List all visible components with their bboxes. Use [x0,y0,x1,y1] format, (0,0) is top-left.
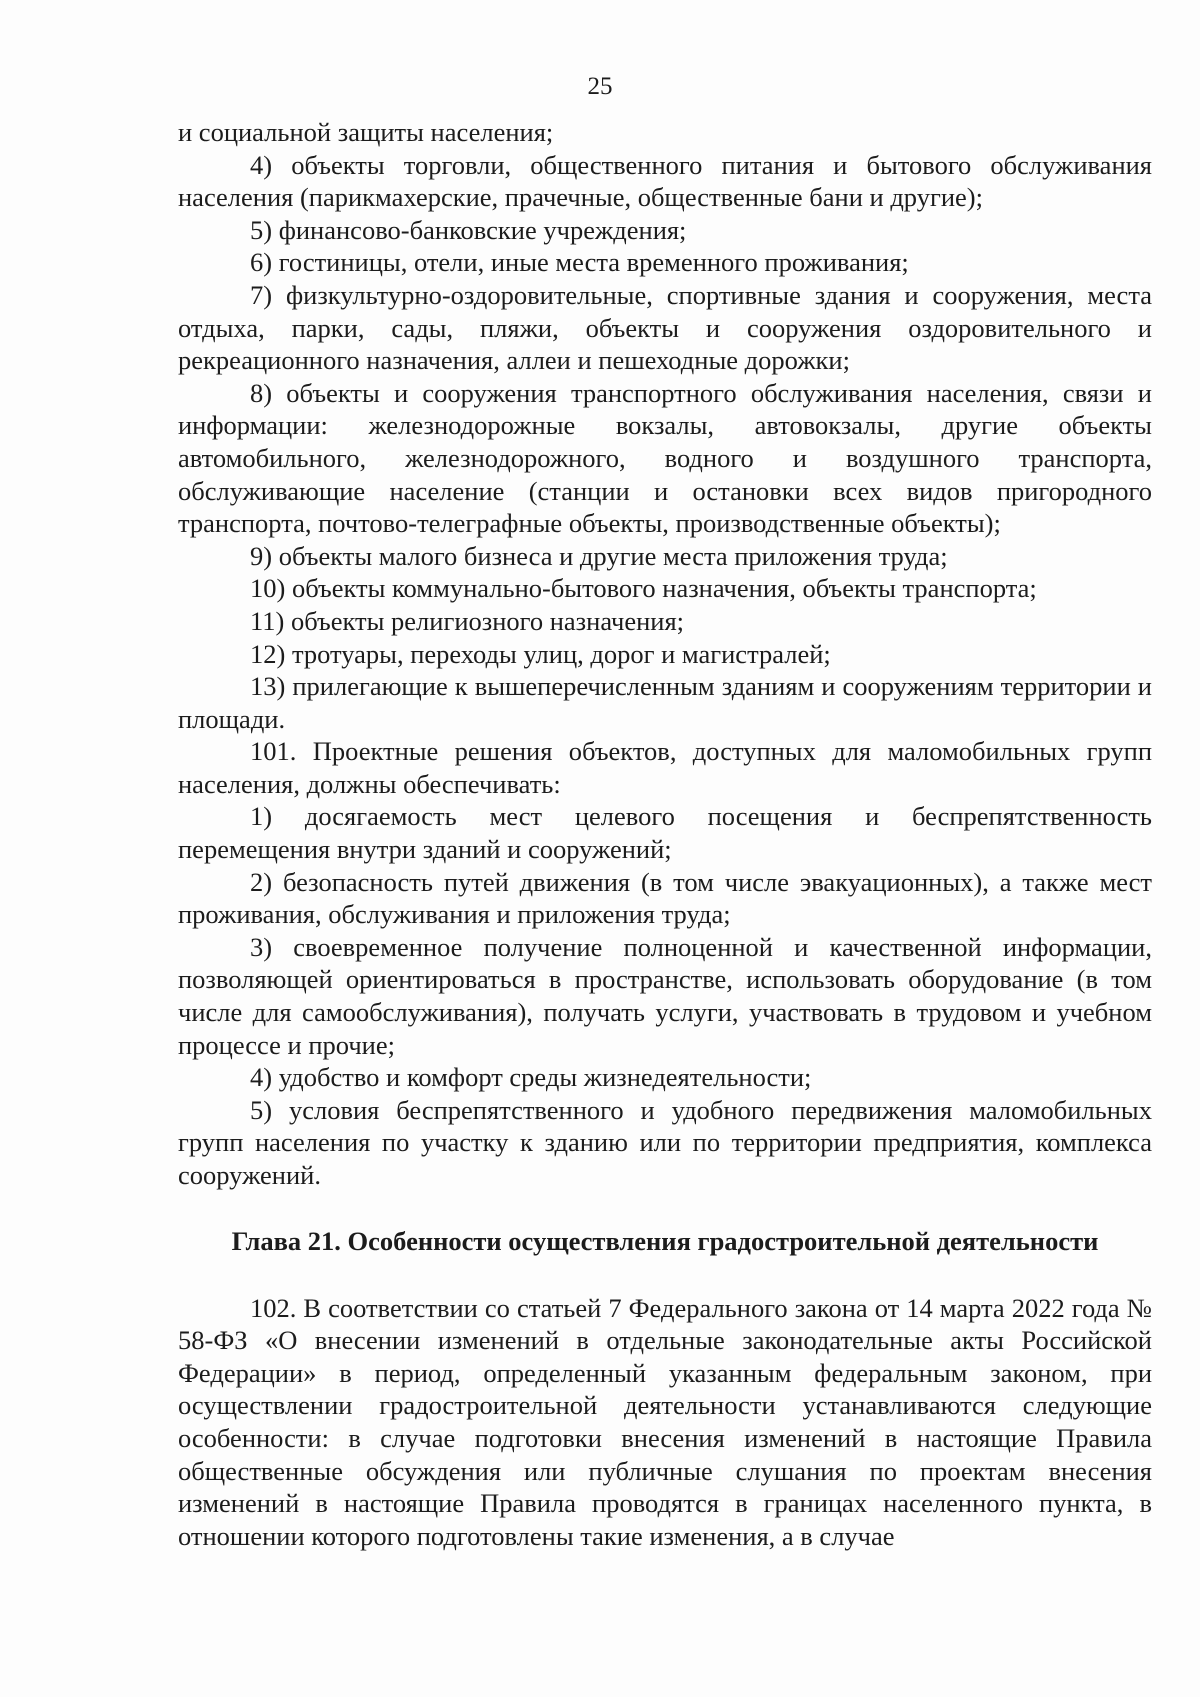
document-body [178,116,1152,1552]
paragraph: 10) объекты коммунально-бытового назначения, объекты транспорта; [250,573,1037,604]
paragraph: 6) гостиницы, отели, иные места временного проживания; [250,247,909,278]
page-number: 25 [587,73,613,100]
paragraph: 5) условия беспрепятственного и удобного передвижения маломобильных групп населения по участку к зданию или по территории предприятия, комплекса сооружений. [178,1094,1152,1190]
paragraph: 102. В соответствии со статьей 7 Федерального закона от 14 марта 2022 года № 58-ФЗ «О внесении изменений в отдельные законодательные акты Российской Федерации» в период, определенный указанным федеральным законом, при осуществлении градостроительной деятельности устанавливаются следующие особенности: в случае подготовки внесения изменений в настоящие Правила общественные обсуждения или публичные слушания по проектам внесения изменений в настоящие Правила проводятся в границах населенного пункта, в отношении которого подготовлены такие изменения, а в случае [178,1292,1152,1551]
paragraph: 2) безопасность путей движения (в том числе эвакуационных), а также мест проживания, обслуживания и приложения труда; [178,866,1152,930]
paragraph: 8) объекты и сооружения транспортного обслуживания населения, связи и информации: железнодорожные вокзалы, автовокзалы, другие объекты автомобильного, железнодорожного, водного и воздушного транспорта, обслуживающие население (станции и остановки всех видов пригородного транспорта, почтово-телеграфные объекты, производственные объекты); [178,377,1152,539]
paragraph: и социальной защиты населения; [178,117,554,147]
paragraph: 3) своевременное получение полноценной и качественной информации, позволяющей ориентироваться в пространстве, использовать оборудование (в том числе для самообслуживания), получать услуги, участвовать в трудовом и учебном процессе и прочие; [178,931,1152,1060]
paragraph: 13) прилегающие к вышеперечисленным зданиям и сооружениям территории и площади. [178,671,1152,734]
paragraph: 7) физкультурно-оздоровительные, спортивные здания и сооружения, места отдыха, парки, сады, пляжи, объекты и сооружения оздоровительного и рекреационного назначения, аллеи и пешеходные дорожки; [178,279,1152,376]
paragraph: 1) досягаемость мест целевого посещения и беспрепятственность перемещения внутри зданий и сооружений; [178,801,1152,865]
paragraph: 11) объекты религиозного назначения; [250,605,685,636]
paragraph: 12) тротуары, переходы улиц, дорог и магистралей; [250,638,831,669]
paragraphs-top [178,116,1152,1192]
chapter-heading: Глава 21. Особенности осуществления градостроительной деятельности [231,1225,1099,1256]
paragraph: 101. Проектные решения объектов, доступных для маломобильных групп населения, должны обеспечивать: [178,736,1152,799]
paragraph: 9) объекты малого бизнеса и другие места приложения труда; [250,540,948,571]
paragraph: 5) финансово-банковские учреждения; [250,214,687,245]
paragraph: 4) объекты торговли, общественного питания и бытового обслуживания населения (парикмахерские, прачечные, общественные бани и другие); [178,149,1152,213]
paragraphs-bottom [178,1292,1152,1553]
paragraph: 4) удобство и комфорт среды жизнедеятельности; [250,1062,812,1093]
